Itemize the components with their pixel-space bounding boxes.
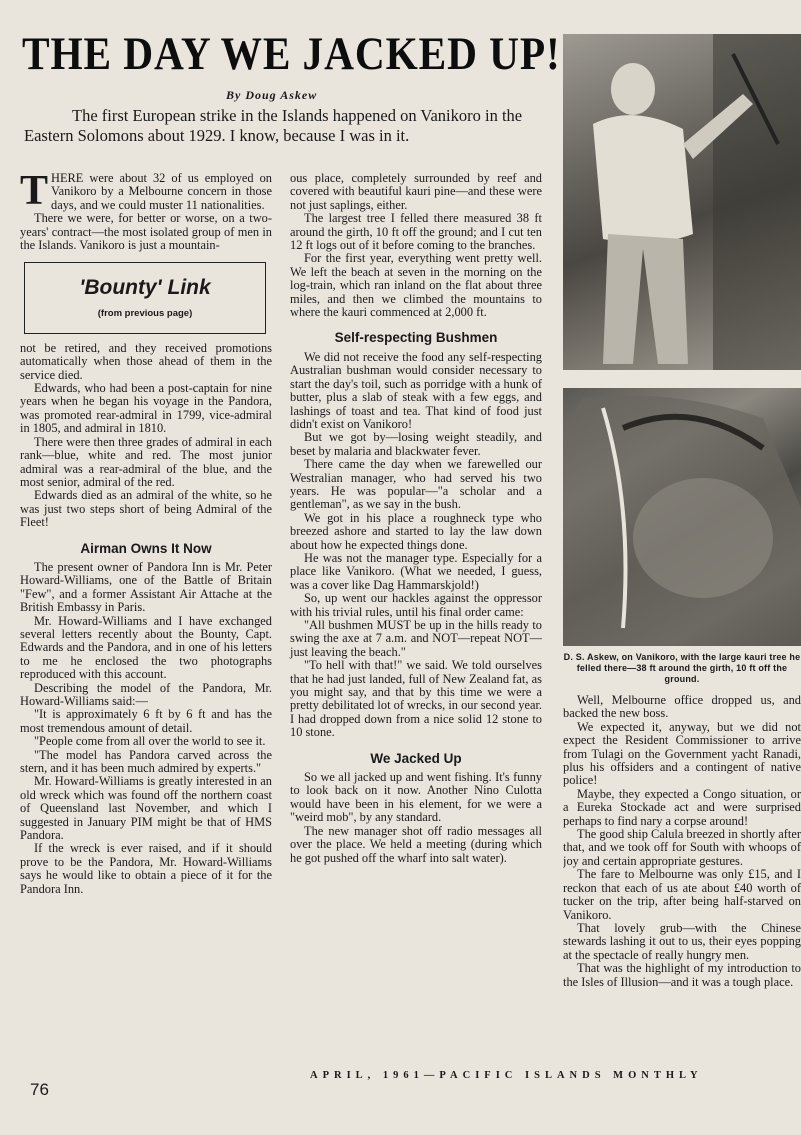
paragraph: not be retired, and they received promotions automatically when those ahead of them in the service died. [20, 340, 272, 382]
paragraph: Mr. Howard-Williams and I have exchanged several letters recently about the Bounty, Capt. Edwards and the Pandora, and in one of his letters to me he enclosed the two photographs reproduced with this account. [20, 613, 272, 682]
paragraph: "To hell with that!" we said. We told ourselves that he had just landed, full of New Zealand fat, as you might say, and that by this time we were a pretty debilitated lot of wrecks, in our second year. I had dropped down from a nice solid 12 stone to 10 stone. [290, 658, 542, 740]
paragraph: Maybe, they expected a Congo situation, or a Eureka Stockade act and were surprised perhaps to find nary a corpse around! [563, 786, 801, 828]
masthead-footer: APRIL, 1961—PACIFIC ISLANDS MONTHLY [310, 1070, 703, 1081]
paragraph: But we got by—losing weight steadily, and beset by malaria and blackwater fever. [290, 430, 542, 458]
subheading: Airman Owns It Now [80, 540, 212, 556]
photo-tree-drawing [563, 388, 801, 646]
paragraph: The good ship Calula breezed in shortly after that, and we took off for South with whoops of joy and certain appropriate gestures. [563, 827, 801, 868]
paragraph: There were then three grades of admiral in each rank—blue, white and red. The most junior admiral was a rear-admiral of the blue, and the most senior, admiral of the red. [20, 434, 272, 489]
paragraph: There came the day when we farewelled our Westralian manager, who had served his two years. He was popular—"a scholar and a gentleman", as we say in the bush. [290, 457, 542, 512]
paragraph: He was not the manager type. Especially for a place like Vanikoro. (What we needed, I guess, was a cover like Dag Hammarskjold!) [290, 550, 542, 592]
column-1 [20, 168, 272, 896]
paragraph: Edwards, who had been a post-captain for nine years when he began his voyage in the Pandora, was promoted rear-admiral in 1799, vice-admiral in 1805, and admiral in 1810. [20, 381, 272, 436]
paragraph: We expected it, anyway, but we did not expect the Resident Commissioner to arrive from Tulagi on the Government yacht Ranadi, plus his offsiders and a contingent of native police! [563, 719, 801, 788]
opening-text: HERE were about 32 of us employed on Vanikoro by a Melbourne concern in those days, and we could muster 11 nationalities. [51, 171, 272, 212]
photo-man-drawing [563, 34, 801, 370]
subheading: We Jacked Up [370, 750, 462, 766]
intro-paragraph: The first European strike in the Islands happened on Vanikoro in the Eastern Solomons about 1929. I know, because I was in it. [24, 106, 523, 145]
paragraph: We did not receive the food any self-respecting Australian bushman would consider necessary to start the day's toil, such as porridge with a hunk of butter, plus a slab of steak with a few eggs, and lashings of toast and tea. That kind of food just didn't exist on Vanikoro! [290, 349, 542, 431]
column-2 [290, 172, 542, 865]
paragraph: That was the highlight of my introduction to the Isles of Illusion—and it was a tough place. [563, 961, 801, 989]
paragraph: "All bushmen MUST be up in the hills ready to swing the axe at 7 a.m. and NOT—repeat NOT—just leaving the beach." [290, 618, 542, 659]
paragraph: "The model has Pandora carved across the stern, and it has been much admired by experts." [20, 747, 272, 776]
paragraph: Edwards died as an admiral of the white, so he was just two steps short of being Admiral of the Fleet! [20, 488, 272, 530]
paragraph: There we were, for better or worse, on a two-years' contract—the most isolated group of men in the Islands. Vanikoro is just a mountain- [20, 211, 272, 253]
paragraph: So, up went our hackles against the oppressor with his trivial rules, until his final order came: [290, 591, 542, 619]
column-3 [563, 694, 801, 989]
paragraph: "It is approximately 6 ft by 6 ft and has the most tremendous amount of detail. [20, 707, 272, 735]
paragraph: The new manager shot off radio messages all over the place. We held a meeting (during which he got pushed off the wharf into salt water). [290, 823, 542, 865]
paragraph: So we all jacked up and went fishing. It's funny to look back on it now. Another Nino Culotta would have been in his element, for we were a "weird mob", by any standard. [290, 770, 542, 825]
photo-caption: D. S. Askew, on Vanikoro, with the large kauri tree he felled there—38 ft around the girth, 10 ft off the ground. [563, 652, 801, 684]
page-number: 76 [30, 1080, 49, 1099]
paragraph: If the wreck is ever raised, and if it should prove to be the Pandora, Mr. Howard-Williams says he would like to obtain a piece of it for the Pandora Inn. [20, 841, 272, 896]
paragraph: The present owner of Pandora Inn is Mr. Peter Howard-Williams, one of the Battle of Britain "Few", and a former Assistant Air Attache at the British Embassy in Paris. [20, 559, 272, 615]
box-title: 'Bounty' Link [79, 276, 211, 300]
paragraph: Well, Melbourne office dropped us, and backed the new boss. [563, 694, 801, 721]
drop-cap: T [20, 168, 49, 214]
byline: By Doug Askew [226, 88, 318, 102]
paragraph: That lovely grub—with the Chinese stewards lashing it out to us, their eyes popping at the spectacle of really hungry men. [563, 920, 801, 962]
paragraph: Describing the model of the Pandora, Mr. Howard-Williams said:— [20, 680, 272, 708]
opening-paragraph [20, 168, 272, 214]
paragraph: Mr. Howard-Williams is greatly interested in an old wreck which was found off the northern coast of Queensland last November, and which I suggested in January PIM might be that of HMS Pandora. [20, 774, 272, 843]
photo-man-with-tree [563, 34, 801, 370]
sidebar-box [24, 262, 266, 333]
paragraph: For the first year, everything went pretty well. We left the beach at seven in the morning on the log-train, which ran inland on the flat about three miles, and then we climbed the mountains to where the kauri commenced at 2,000 ft. [290, 251, 542, 320]
paragraph: The fare to Melbourne was only £15, and I reckon that each of us ate about £40 worth of tucker on the trip, after being half-starved on Vanikoro. [563, 867, 801, 922]
photo-felled-tree [563, 388, 801, 646]
paragraph: ous place, completely surrounded by reef and covered with beautiful kauri pine—and these were not just saplings, either. [290, 171, 542, 212]
subheading: Self-respecting Bushmen [334, 330, 498, 346]
paragraph: "People come from all over the world to see it. [34, 734, 266, 749]
box-subtitle: (from previous page) [97, 308, 193, 320]
paragraph: The largest tree I felled there measured 38 ft around the girth, 10 ft off the ground; and I cut ten 12 ft logs out of it before coming to the branches. [290, 211, 542, 253]
article-title: THE DAY WE JACKED UP! [22, 28, 561, 80]
paragraph: We got in his place a roughneck type who breezed ashore and started to lay the law down about how he expected things done. [290, 510, 542, 552]
